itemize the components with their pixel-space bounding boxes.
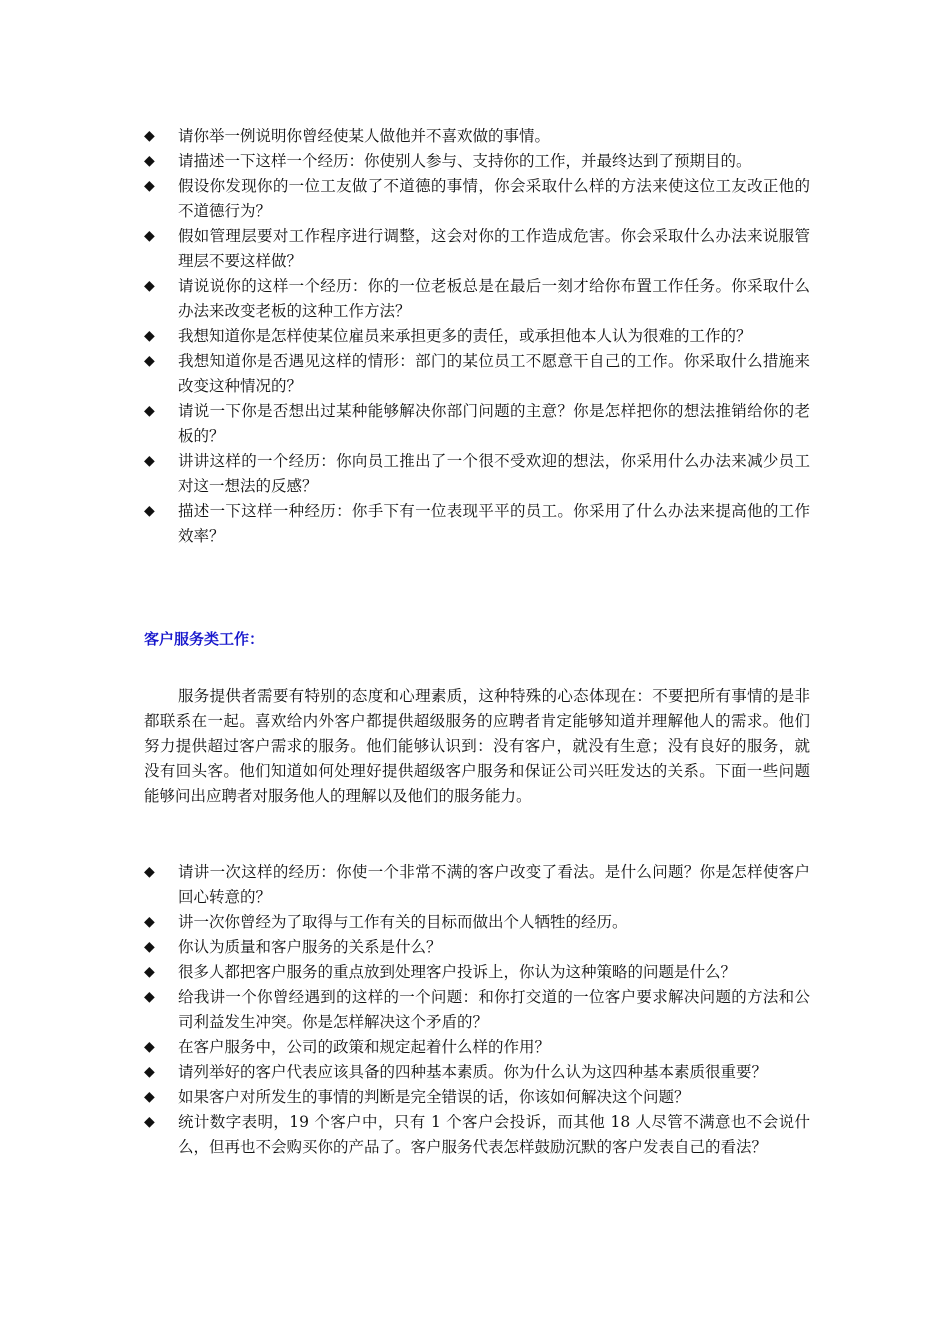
- list-item: [144, 985, 810, 1035]
- diamond-bullet-icon: ◆: [144, 864, 155, 880]
- question-text: 很多人都把客户服务的重点放到处理客户投诉上，你认为这种策略的问题是什么？: [178, 963, 737, 981]
- question-text: 我想知道你是怎样使某位雇员来承担更多的责任，或承担他本人认为很难的工作的？: [178, 327, 752, 345]
- question-text: 请描述一下这样一个经历：你使别人参与、支持你的工作，并最终达到了预期目的。: [178, 152, 752, 170]
- list-item: [144, 124, 810, 149]
- section-intro-paragraph: 服务提供者需要有特别的态度和心理素质，这种特殊的心态体现在：不要把所有事情的是非都联系在一起。喜欢给内外客户都提供超级服务的应聘者肯定能够知道并理解他人的需求。他们努力提供超过客户需求的服务。他们能够认识到：没有客户，就没有生意；没有良好的服务，就没有回头客。他们知道如何处理好提供超级客户服务和保证公司兴旺发达的关系。下面一些问题能够问出应聘者对服务他人的理解以及他们的服务能力。: [144, 687, 810, 805]
- list-item: [144, 935, 810, 960]
- question-text: 请你举一例说明你曾经使某人做他并不喜欢做的事情。: [178, 127, 551, 145]
- diamond-bullet-icon: ◆: [144, 328, 155, 344]
- question-text: 讲一次你曾经为了取得与工作有关的目标而做出个人牺牲的经历。: [178, 913, 628, 931]
- diamond-bullet-icon: ◆: [144, 178, 155, 194]
- diamond-bullet-icon: ◆: [144, 939, 155, 955]
- list-item: [144, 174, 810, 224]
- list-item: [144, 1035, 810, 1060]
- diamond-bullet-icon: ◆: [144, 503, 155, 519]
- diamond-bullet-icon: ◆: [144, 1089, 155, 1105]
- diamond-bullet-icon: ◆: [144, 403, 155, 419]
- list-item: [144, 324, 810, 349]
- list-item: [144, 960, 810, 985]
- question-text: 统计数字表明，19 个客户中，只有 1 个客户会投诉，而其他 18 人尽管不满意也不会说什么，但再也不会购买你的产品了。客户服务代表怎样鼓励沉默的客户发表自己的看法？: [178, 1113, 810, 1156]
- list-item: [144, 499, 810, 549]
- diamond-bullet-icon: ◆: [144, 989, 155, 1005]
- question-text: 讲讲这样的一个经历：你向员工推出了一个很不受欢迎的想法，你采用什么办法来减少员工对这一想法的反感？: [178, 452, 810, 495]
- list-item: [144, 349, 810, 399]
- question-text: 你认为质量和客户服务的关系是什么？: [178, 938, 442, 956]
- question-text: 请讲一次这样的经历：你使一个非常不满的客户改变了看法。是什么问题？你是怎样使客户回心转意的？: [178, 863, 810, 906]
- diamond-bullet-icon: ◆: [144, 453, 155, 469]
- section-heading-customer-service: 客户服务类工作：: [144, 630, 265, 648]
- question-text: 在客户服务中，公司的政策和规定起着什么样的作用？: [178, 1038, 551, 1056]
- question-text: 描述一下这样一种经历：你手下有一位表现平平的员工。你采用了什么办法来提高他的工作效率？: [178, 502, 810, 545]
- list-item: [144, 274, 810, 324]
- diamond-bullet-icon: ◆: [144, 353, 155, 369]
- diamond-bullet-icon: ◆: [144, 278, 155, 294]
- diamond-bullet-icon: ◆: [144, 1114, 155, 1130]
- leadership-question-list: [144, 124, 810, 549]
- list-item: [144, 860, 810, 910]
- diamond-bullet-icon: ◆: [144, 914, 155, 930]
- list-item: [144, 399, 810, 449]
- question-text: 请说一下你是否想出过某种能够解决你部门问题的主意？你是怎样把你的想法推销给你的老板的？: [178, 402, 810, 445]
- customer-service-question-list: [144, 860, 810, 1160]
- list-item: [144, 910, 810, 935]
- question-text: 请说说你的这样一个经历：你的一位老板总是在最后一刻才给你布置工作任务。你采取什么办法来改变老板的这种工作方法？: [178, 277, 810, 320]
- question-text: 如果客户对所发生的事情的判断是完全错误的话，你该如何解决这个问题？: [178, 1088, 690, 1106]
- list-item: [144, 149, 810, 174]
- diamond-bullet-icon: ◆: [144, 964, 155, 980]
- question-text: 给我讲一个你曾经遇到的这样的一个问题：和你打交道的一位客户要求解决问题的方法和公司利益发生冲突。你是怎样解决这个矛盾的？: [178, 988, 810, 1031]
- list-item: [144, 1085, 810, 1110]
- question-text: 假设你发现你的一位工友做了不道德的事情，你会采取什么样的方法来使这位工友改正他的不道德行为？: [178, 177, 810, 220]
- diamond-bullet-icon: ◆: [144, 153, 155, 169]
- question-text: 假如管理层要对工作程序进行调整，这会对你的工作造成危害。你会采取什么办法来说服管理层不要这样做？: [178, 227, 810, 270]
- question-text: 我想知道你是否遇见这样的情形：部门的某位员工不愿意干自己的工作。你采取什么措施来改变这种情况的？: [178, 352, 810, 395]
- list-item: [144, 1110, 810, 1160]
- diamond-bullet-icon: ◆: [144, 228, 155, 244]
- diamond-bullet-icon: ◆: [144, 128, 155, 144]
- diamond-bullet-icon: ◆: [144, 1039, 155, 1055]
- diamond-bullet-icon: ◆: [144, 1064, 155, 1080]
- question-text: 请列举好的客户代表应该具备的四种基本素质。你为什么认为这四种基本素质很重要？: [178, 1063, 768, 1081]
- list-item: [144, 1060, 810, 1085]
- list-item: [144, 449, 810, 499]
- list-item: [144, 224, 810, 274]
